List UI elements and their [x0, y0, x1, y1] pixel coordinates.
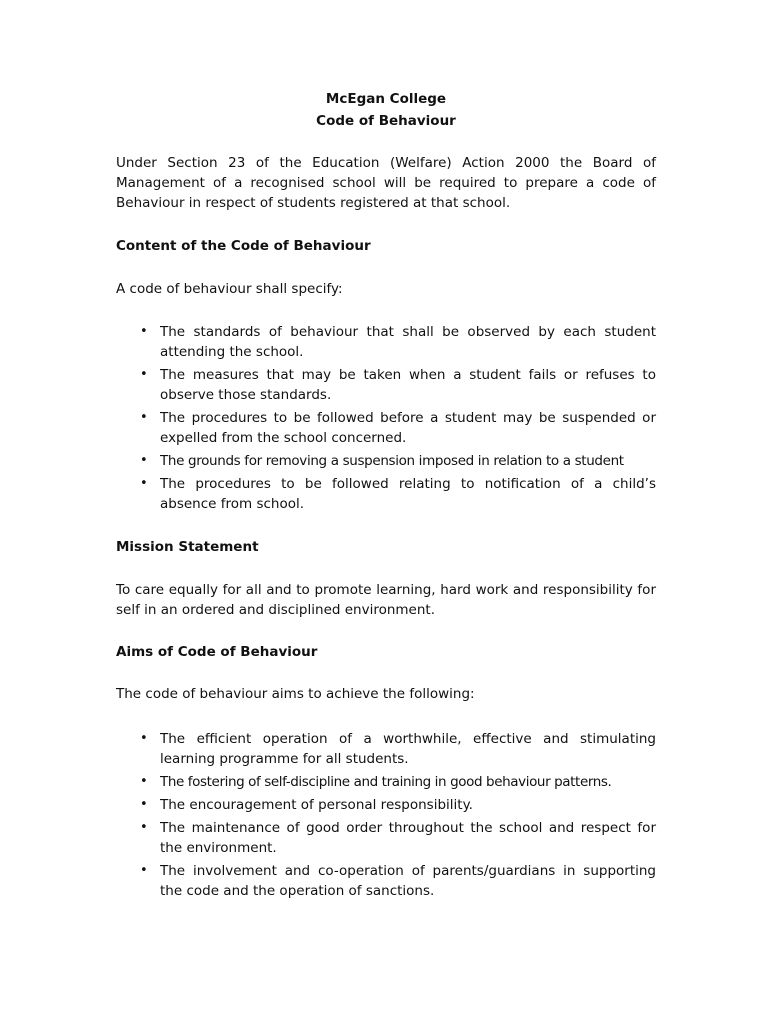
bullet-icon: • [140, 774, 148, 789]
bullet-icon: • [140, 410, 148, 425]
bullet-icon: • [140, 731, 148, 746]
intro-paragraph: Under Section 23 of the Education (Welfare) Action 2000 the Board of Management of a recognised school will be required to prepare a code of Behaviour in respect of students registered at that school. [116, 155, 656, 211]
list-item-text: The procedures to be followed relating to notification of a child’s absence from school. [160, 476, 656, 512]
aims-lead: The code of behaviour aims to achieve the following: [116, 686, 475, 702]
bullet-icon: • [140, 797, 148, 812]
bullet-icon: • [140, 367, 148, 382]
list-item [116, 408, 656, 448]
bullet-icon: • [140, 476, 148, 491]
bullet-icon: • [140, 453, 148, 468]
list-item [116, 772, 656, 792]
list-item-text: The procedures to be followed before a student may be suspended or expelled from the school concerned. [160, 410, 656, 446]
list-item-text: The maintenance of good order throughout the school and respect for the environment. [160, 820, 656, 856]
list-item [116, 818, 656, 858]
title-block [0, 88, 770, 132]
mission-heading: Mission Statement [116, 539, 259, 555]
list-item-text: The grounds for removing a suspension imposed in relation to a student [160, 453, 624, 469]
list-item-text: The encouragement of personal responsibility. [160, 797, 473, 813]
list-item [116, 474, 656, 514]
list-item [116, 322, 656, 362]
content-list [116, 322, 656, 514]
list-item [116, 729, 656, 769]
list-item [116, 861, 656, 901]
bullet-icon: • [140, 324, 148, 339]
document-title: Code of Behaviour [316, 113, 456, 129]
list-item [116, 451, 656, 471]
mission-text: To care equally for all and to promote learning, hard work and responsibility for self in an ordered and disciplined environment. [116, 582, 656, 618]
school-name: McEgan College [325, 91, 447, 107]
list-item-text: The standards of behaviour that shall be observed by each student attending the school. [160, 324, 656, 360]
list-item [116, 365, 656, 405]
list-item-text: The involvement and co-operation of parents/guardians in supporting the code and the operation of sanctions. [160, 863, 656, 899]
aims-heading: Aims of Code of Behaviour [116, 644, 318, 660]
list-item-text: The measures that may be taken when a student fails or refuses to observe those standards. [160, 367, 656, 403]
list-item-text: The fostering of self-discipline and training in good behaviour patterns. [160, 774, 612, 790]
list-item-text: The efficient operation of a worthwhile, effective and stimulating learning programme for all students. [160, 731, 656, 767]
bullet-icon: • [140, 863, 148, 878]
content-lead: A code of behaviour shall specify: [116, 281, 343, 297]
bullet-icon: • [140, 820, 148, 835]
content-heading: Content of the Code of Behaviour [116, 238, 371, 254]
aims-list [116, 729, 656, 901]
list-item [116, 795, 656, 815]
